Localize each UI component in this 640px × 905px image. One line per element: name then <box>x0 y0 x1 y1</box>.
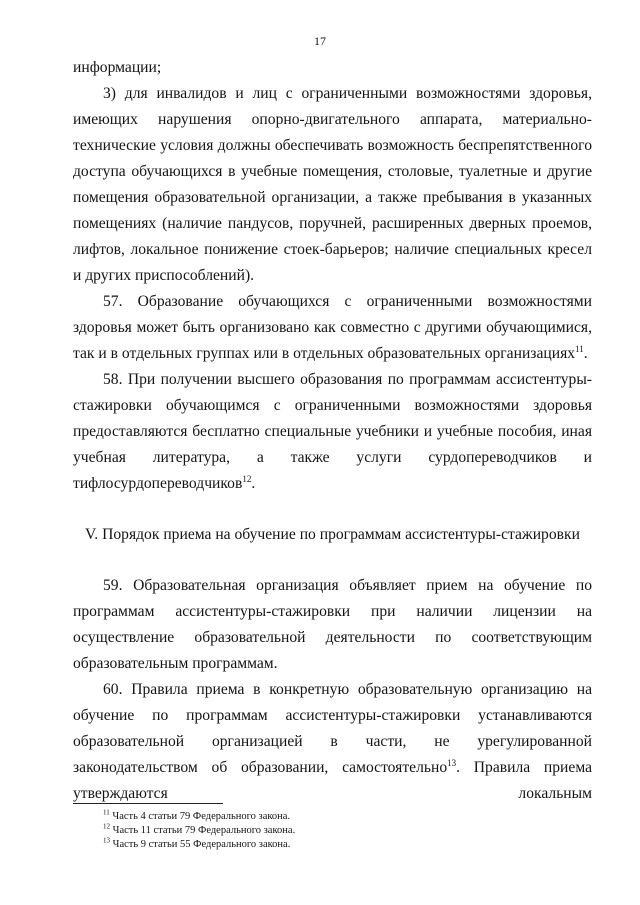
paragraph-60 <box>73 677 592 807</box>
page-number: 17 <box>314 34 326 48</box>
footnote-ref-12: 12 <box>242 473 252 484</box>
paragraph-57 <box>73 289 592 367</box>
continuation-line: информации; <box>73 59 162 76</box>
paragraph-57-text: 57. Образование обучающихся с ограниченными возможностями здоровья может быть организовано как совместно с другими обучающимися, так и в отдельных группах или в отдельных образовательных организациях <box>73 293 592 362</box>
text-block-top <box>73 55 592 497</box>
footnote-11 <box>103 810 583 824</box>
footnote-11-text: Часть 4 статьи 79 Федерального закона. <box>112 811 291 822</box>
paragraph-58-text: 58. При получении высшего образования по программам ассистентуры-стажировки обучающимся с ограниченными возможностями здоровья предоставляются бесплатно специальные учебники и учебные пособия, иная учебная литература, а также услуги сурдопереводчиков и тифлосурдопереводчиков <box>73 371 592 492</box>
footnote-separator <box>73 803 223 804</box>
footnote-12 <box>103 824 583 838</box>
footnote-12-text: Часть 11 статьи 79 Федерального закона. <box>112 825 296 836</box>
footnote-13-text: Часть 9 статьи 55 Федерального закона. <box>112 839 291 850</box>
footnote-13 <box>103 838 583 852</box>
footnote-13-number: 13 <box>103 836 110 845</box>
text-block-bottom <box>73 573 592 807</box>
footnote-ref-13: 13 <box>447 757 457 768</box>
paragraph-60-end: . Правила приема утверждаются локальным <box>73 759 592 802</box>
footnote-11-number: 11 <box>103 808 110 817</box>
paragraph-57-end: . <box>583 345 588 362</box>
paragraph-58-end: . <box>251 475 256 492</box>
footnotes <box>103 810 583 852</box>
section-heading: V. Порядок приема на обучение по программам ассистентуры-стажировки <box>85 526 580 543</box>
footnote-ref-11: 11 <box>575 343 584 354</box>
paragraph-58 <box>73 367 592 497</box>
paragraph-60-text: 60. Правила приема в конкретную образовательную организацию на обучение по программам ассистентуры-стажировки устанавливаются образовательной организацией в части, не урегулированной законодательством об образовании, самостоятельно <box>73 681 592 776</box>
footnote-12-number: 12 <box>103 822 110 831</box>
paragraph-item-3: 3) для инвалидов и лиц с ограниченными возможностями здоровья, имеющих нарушения опорно-двигательного аппарата, материально-технические условия должны обеспечивать возможность беспрепятственного доступа обучающихся в учебные помещения, столовые, туалетные и другие помещения образовательной организации, а также пребывания в указанных помещениях (наличие пандусов, поручней, расширенных дверных проемов, лифтов, локальное понижение стоек-барьеров; наличие специальных кресел и других приспособлений). <box>73 85 592 284</box>
paragraph-59: 59. Образовательная организация объявляет прием на обучение по программам ассистентуры-стажировки при наличии лицензии на осуществление образовательной деятельности по соответствующим образовательным программам. <box>73 577 592 672</box>
